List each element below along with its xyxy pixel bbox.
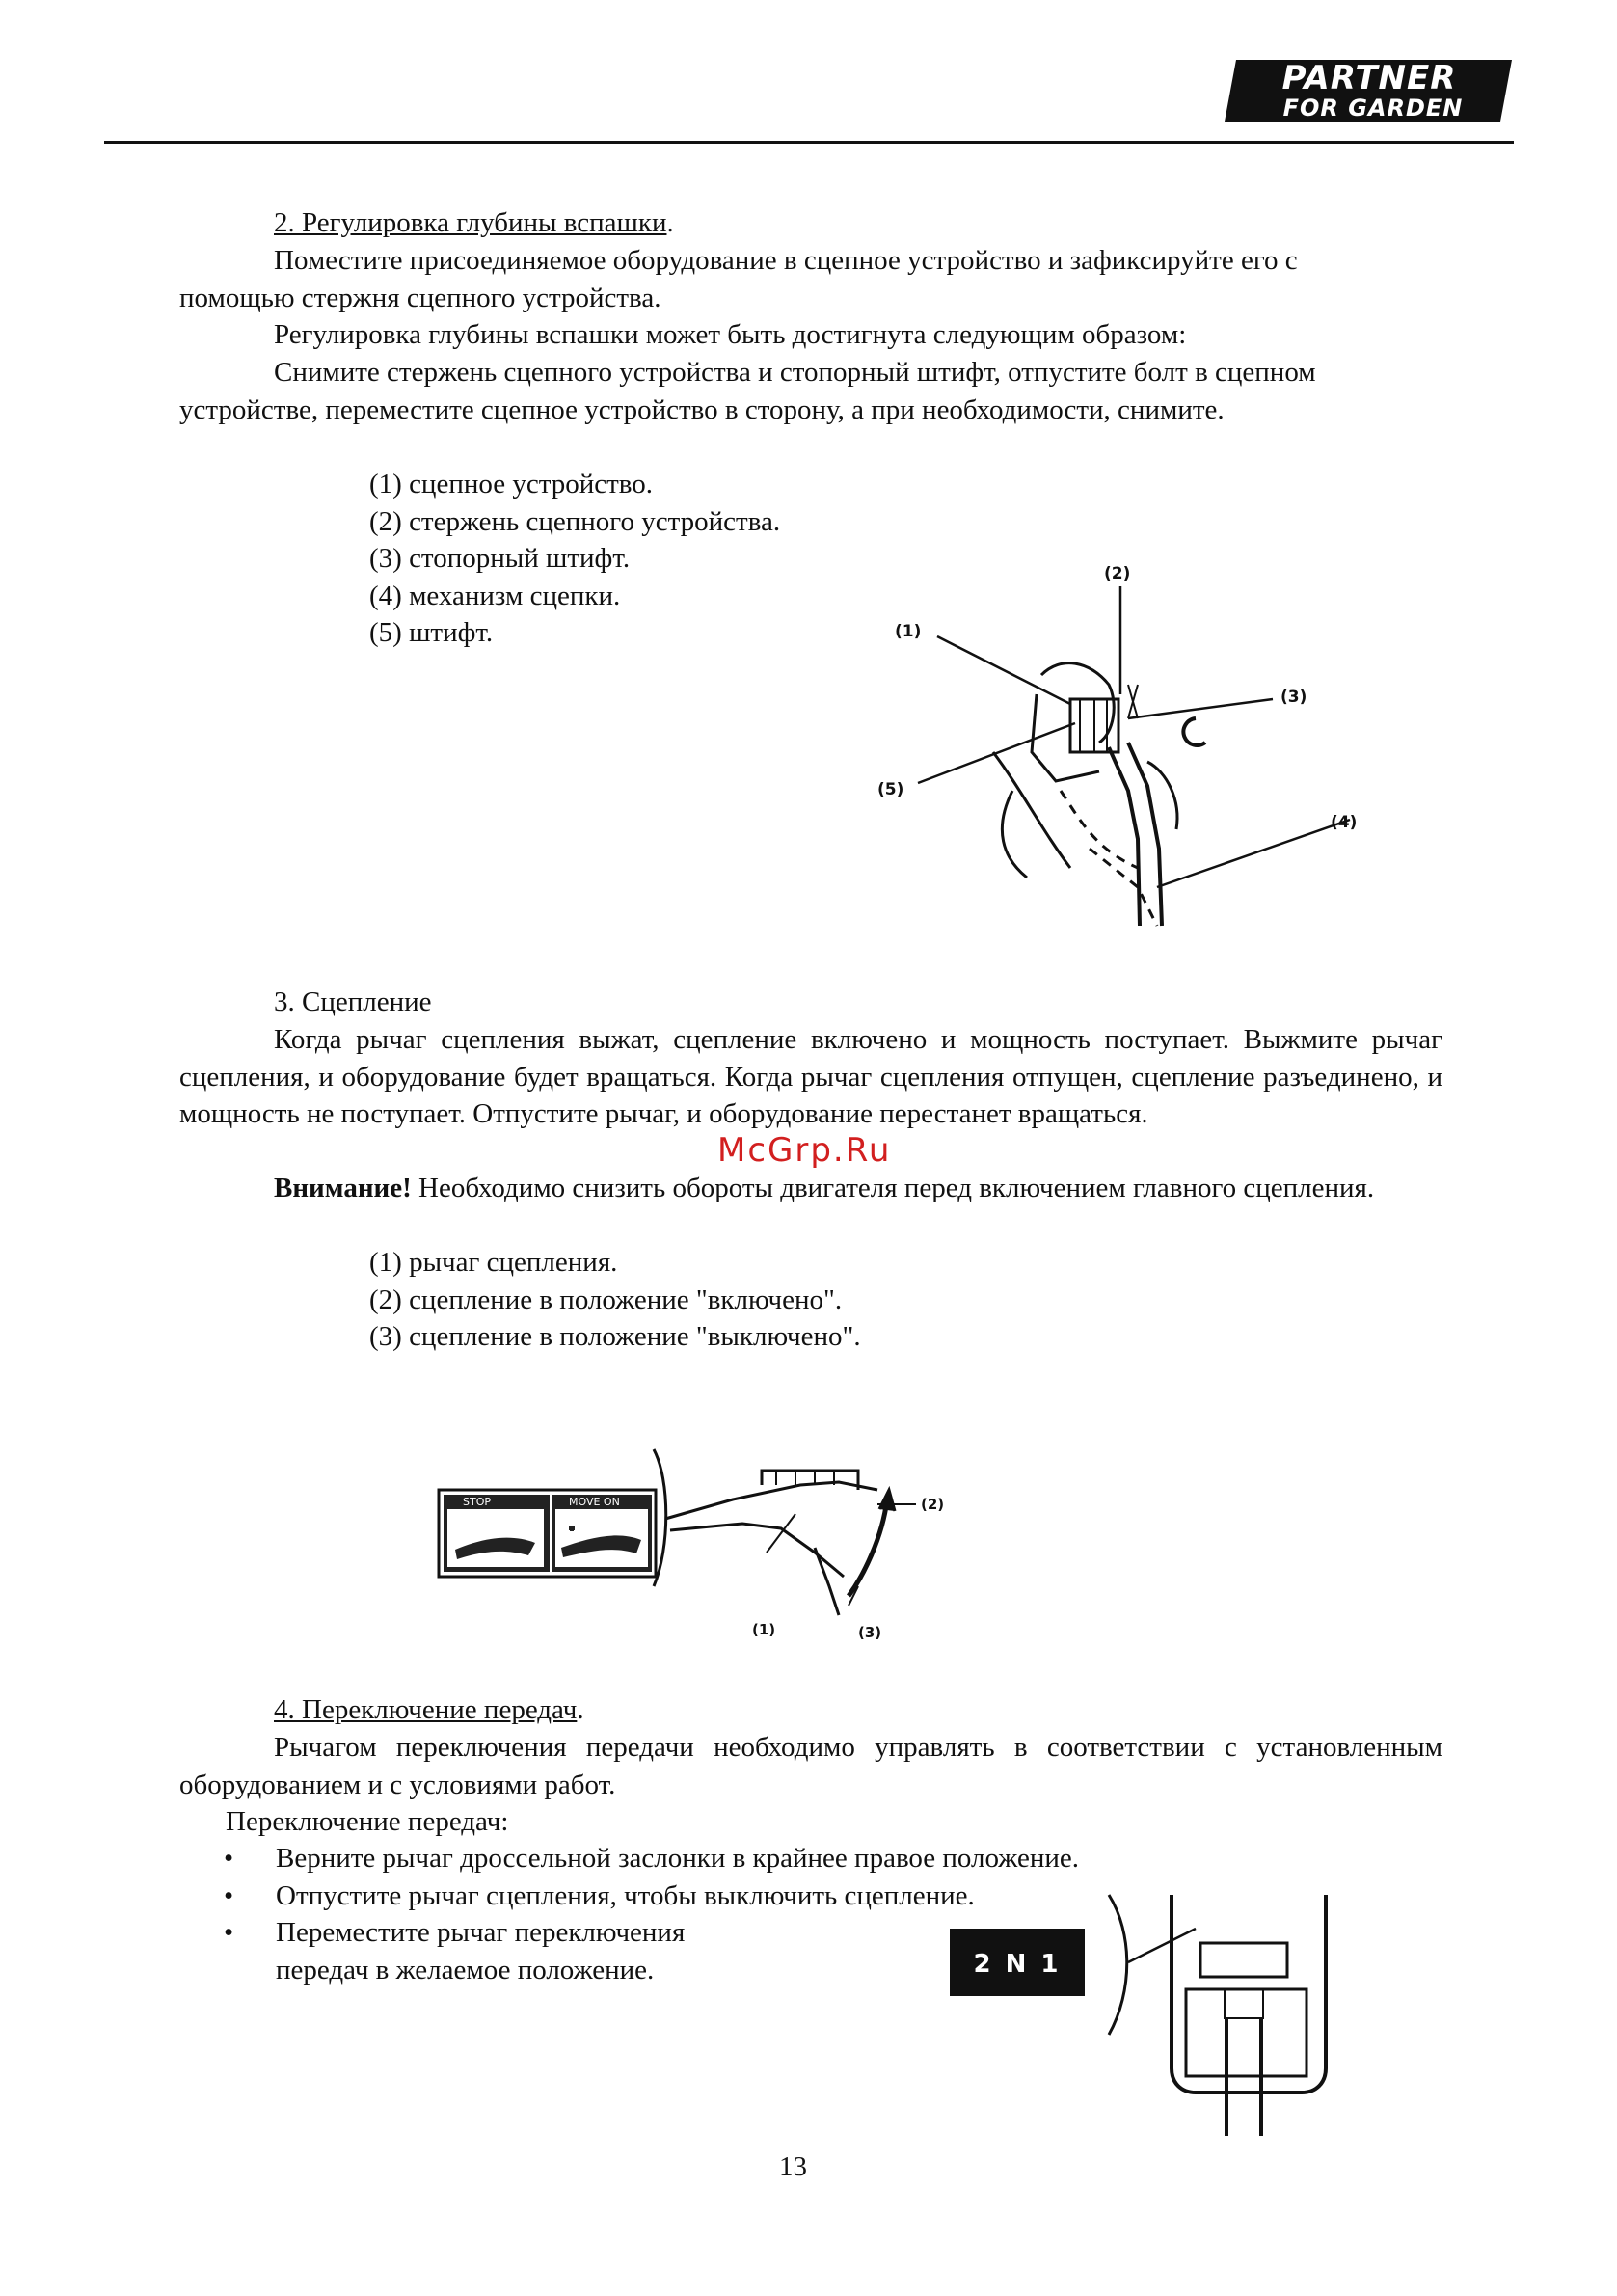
hitch-label-1: (1) [895, 622, 922, 641]
hitch-label-2: (2) [1104, 564, 1131, 583]
section2-legend [369, 466, 780, 652]
gear-shift-diagram [945, 1876, 1379, 2136]
section2-heading-line: 2. Регулировка глубины вспашки. [274, 207, 674, 238]
partner-for-garden-logo [1223, 58, 1514, 123]
gear-plate-label: 2 N 1 [973, 1950, 1062, 1979]
section3-legend [369, 1244, 861, 1356]
section3-warning [179, 1170, 1402, 1207]
legend-item: (3) стопорный штифт. [369, 543, 631, 574]
section2-heading: 2. Регулировка глубины вспашки [274, 207, 667, 238]
legend-item: (1) сцепное устройство. [369, 469, 654, 500]
logo-line1: PARTNER [1281, 59, 1457, 97]
list-item: • Отпустите рычаг сцепления, чтобы выключить сцепление. [220, 1877, 1079, 1915]
bullet-icon: • [224, 1843, 234, 1874]
sticker-stop: STOP [463, 1496, 491, 1508]
section2-paragraph-3: Снимите стержень сцепного устройства и стопорный штифт, отпустите болт в сцепном устройстве, переместите сцепное устройство в сторону, а при необходимости, снимите. [179, 357, 1316, 425]
clutch-label-2: (2) [921, 1496, 945, 1513]
watermark: McGrp.Ru [717, 1131, 892, 1170]
section2-paragraph-2: Регулировка глубины вспашки может быть достигнута следующим образом: [274, 319, 1187, 350]
logo-line2: FOR GARDEN [1282, 95, 1464, 122]
clutch-label-1: (1) [752, 1621, 776, 1638]
bullet-icon: • [224, 1879, 234, 1911]
bullet-icon: • [224, 1917, 234, 1948]
section4-paragraph-2: Переключение передач: [226, 1806, 509, 1837]
legend-item: (3) сцепление в положение "выключено". [369, 1321, 861, 1352]
section4-heading: 4. Переключение передач [274, 1694, 578, 1725]
warning-label: Внимание! [274, 1173, 412, 1203]
legend-item: (5) штифт. [369, 617, 494, 648]
section4-heading-line: 4. Переключение передач. [274, 1694, 584, 1725]
sticker-move-on: MOVE ON [569, 1496, 620, 1508]
list-item: • Верните рычаг дроссельной заслонки в крайнее правое положение. [220, 1840, 1079, 1877]
warning-text: Необходимо снизить обороты двигателя перед включением главного сцепления. [411, 1173, 1375, 1203]
hitch-label-3: (3) [1280, 688, 1307, 707]
hitch-label-5: (5) [877, 780, 904, 799]
section3-paragraph-1: Когда рычаг сцепления выжат, сцепление включено и мощность поступает. Выжмите рычаг сцепления, и оборудование будет вращаться. Когда рычаг сцепления отпущен, сцепление разъединено, и мощность не поступает. Отпустите рычаг, и оборудование перестанет вращаться. [179, 1024, 1442, 1129]
hitch-diagram [849, 540, 1388, 964]
header-rule [104, 141, 1514, 144]
legend-item: (4) механизм сцепки. [369, 580, 621, 611]
section4-paragraph-1: Рычагом переключения передачи необходимо управлять в соответствии с установленным оборудованием и с условиями работ. [179, 1732, 1442, 1800]
legend-item: (2) сцепление в положение "включено". [369, 1283, 843, 1315]
legend-item: (2) стержень сцепного устройства. [369, 505, 781, 537]
clutch-diagram [434, 1442, 974, 1654]
section2-paragraph-1: Поместите присоединяемое оборудование в сцепное устройство и зафиксируйте его с помощью стержня сцепного устройства. [179, 245, 1298, 313]
list-item: • Переместите рычаг переключения передач в желаемое положение. [220, 1914, 777, 1988]
section3-heading: 3. Сцепление [274, 986, 432, 1017]
clutch-label-3: (3) [858, 1624, 882, 1641]
page-number: 13 [779, 2151, 807, 2182]
hitch-label-4: (4) [1331, 813, 1358, 832]
legend-item: (1) рычаг сцепления. [369, 1247, 618, 1278]
